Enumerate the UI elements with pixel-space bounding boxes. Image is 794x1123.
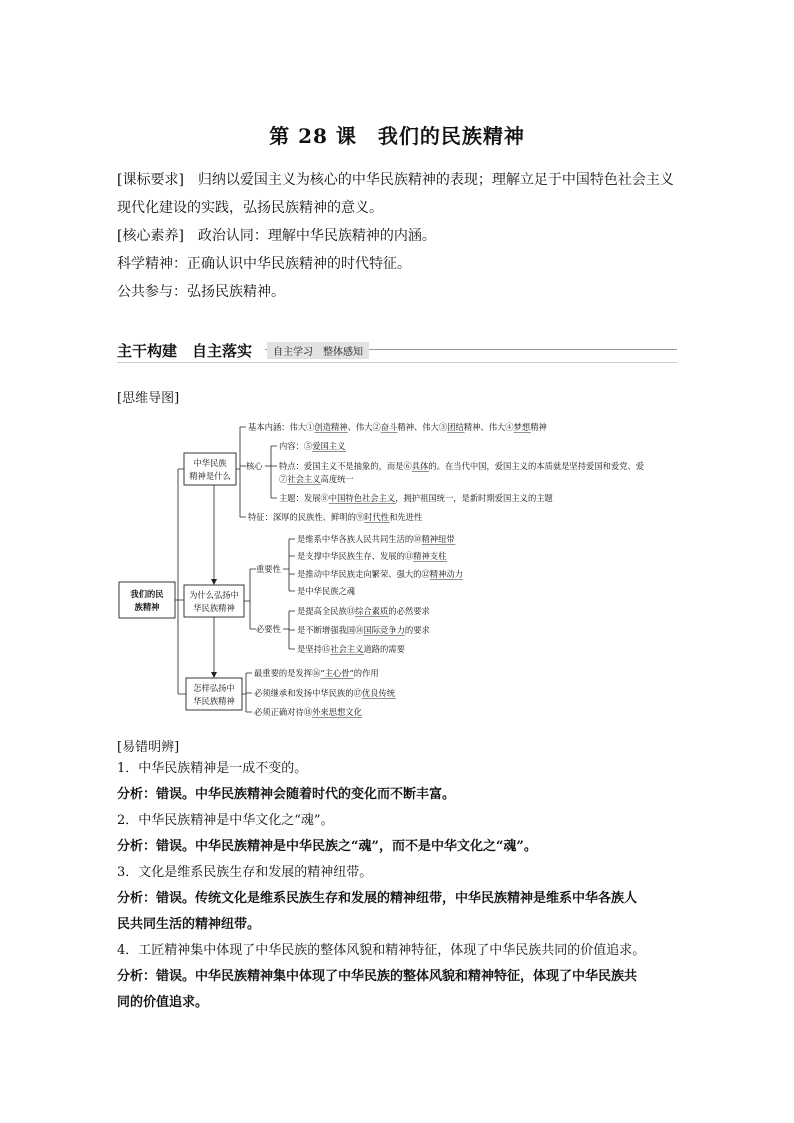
mindmap-root-box (119, 582, 175, 618)
mindmap-root-label: 族精神 (134, 602, 160, 612)
core-label: 核心 (246, 461, 263, 471)
answer-blank: 时代性 (364, 512, 390, 522)
mindmap-text: 内容：⑤ (279, 441, 313, 451)
error-question: 1．中华民族精神是一成不变的。 (117, 761, 308, 776)
mindmap-text: 主题：发展⑧ (279, 493, 329, 503)
importance-item (297, 534, 455, 544)
mindmap-text: ，拥护祖国统一，是新时期爱国主义的主题 (395, 493, 553, 503)
error-analysis: 分析：错误。传统文化是维系民族生存和发展的精神纽带，中华民族精神是维系中华各族人 (117, 891, 638, 906)
core-theme-text (279, 493, 554, 504)
mindmap-text: 特征：深厚的民族性、鲜明的⑨ (248, 512, 365, 522)
answer-blank: 综合素质 (355, 606, 389, 616)
core-feature-text (279, 461, 644, 472)
necessity-label: 必要性 (256, 624, 281, 634)
mindmap-text: 的必然要求 (388, 606, 430, 616)
answer-blank: 精神纽带 (421, 534, 455, 544)
error-analysis: 民共同生活的精神纽带。 (117, 917, 261, 932)
core-content-text (279, 441, 346, 451)
feature-text (248, 512, 423, 522)
mindmap-text: 和先进性 (389, 512, 423, 522)
intro-line: [课标要求] 归纳以爱国主义为核心的中华民族精神的表现；理解立足于中国特色社会主义 (117, 172, 674, 188)
answer-blank: 中国特色社会主义 (328, 493, 396, 503)
mindmap-text: 精神、伟大③ (397, 422, 448, 432)
mindmap-text: 基本内涵：伟大① (248, 422, 315, 432)
necessity-item (297, 644, 406, 654)
importance-item (297, 586, 356, 596)
answer-blank: 外来思想文化 (312, 707, 362, 717)
mindmap-text: 、伟大② (347, 422, 381, 432)
mindmap-text: 是中华民族之魂 (297, 586, 356, 596)
intro-line: 公共参与：弘扬民族精神。 (117, 284, 285, 300)
answer-blank: 精神动力 (429, 569, 463, 579)
what-bracket (236, 427, 246, 517)
errors-label: [易错明辨] (117, 740, 180, 755)
branch-how-label: 华民族精神 (193, 696, 235, 706)
answer-blank: “主心骨” (320, 668, 354, 678)
error-question: 3．文化是维系民族生存和发展的精神纽带。 (117, 865, 373, 880)
importance-item (297, 551, 447, 561)
page-title: 第 28 课 我们的民族精神 (269, 124, 525, 148)
how-item (254, 707, 362, 717)
answer-blank: 国际竞争力 (363, 625, 405, 635)
branch-what-label: 精神是什么 (189, 471, 231, 481)
core-feature-text (279, 474, 354, 484)
answer-blank: 奋斗 (380, 422, 398, 432)
how-bracket (242, 673, 252, 712)
error-analysis: 分析：错误。中华民族精神集中体现了中华民族的整体风貌和精神特征，体现了中华民族共 (117, 969, 638, 984)
errors-list (117, 756, 712, 1016)
importance-label: 重要性 (256, 564, 281, 574)
mindmap-text: 必须继承和发扬中华民族的⑰ (254, 688, 362, 698)
answer-blank: 创造精神 (314, 422, 348, 432)
importance-bracket (283, 539, 295, 591)
mindmap-text: 是推动中华民族走向繁荣、强大的⑫ (297, 569, 430, 579)
intro-line: 现代化建设的实践，弘扬民族精神的意义。 (117, 200, 383, 216)
section-title: 主干构建 自主落实 (117, 342, 253, 360)
mindmap-text: 的。在当代中国，爱国主义的本质就是坚持爱国和爱党、爱 (428, 461, 645, 471)
basic-content-text (248, 422, 547, 432)
mindmap-text: 的要求 (404, 625, 430, 635)
error-analysis: 同的价值追求。 (117, 995, 209, 1010)
core-bracket (265, 446, 277, 498)
answer-blank: 社会主义 (287, 474, 321, 484)
flow-arrow-head (211, 579, 217, 585)
necessity-bracket (283, 611, 295, 649)
mindmap-text: 高度统一 (320, 474, 354, 484)
answer-blank: 团结 (447, 422, 464, 432)
flow-arrow-head (211, 672, 217, 678)
mindmap-text: 精神 (530, 422, 547, 432)
how-item (254, 688, 396, 698)
importance-item (297, 569, 463, 579)
intro-line: 科学精神：正确认识中华民族精神的时代特征。 (117, 256, 411, 272)
why-bracket (244, 569, 256, 629)
mindmap-text: 必须正确对待⑱ (254, 707, 313, 717)
error-question: 4．工匠精神集中体现了中华民族的整体风貌和精神特征，体现了中华民族共同的价值追求。 (117, 943, 646, 958)
necessity-item (297, 606, 430, 616)
mindmap-root-label: 我们的民 (130, 589, 164, 599)
error-analysis: 分析：错误。中华民族精神是中华民族之“魂”，而不是中华文化之“魂”。 (117, 839, 537, 854)
root-connector (175, 469, 186, 694)
mindmap-text: 是支撑中华民族生存、发展的⑪ (297, 551, 414, 561)
mindmap-text: 道路的需要 (363, 644, 405, 654)
error-analysis: 分析：错误。中华民族精神会随着时代的变化而不断丰富。 (117, 787, 456, 802)
answer-blank: 优良传统 (361, 688, 396, 698)
necessity-item (297, 625, 430, 635)
intro-line: [核心素养] 政治认同：理解中华民族精神的内涵。 (117, 228, 436, 244)
mindmap-text: 是提高全民族⑬ (297, 606, 356, 616)
mindmap-text: 是不断增强我国⑭ (297, 625, 364, 635)
error-question: 2．中华民族精神是中华文化之“魂”。 (117, 813, 334, 828)
mindmap-text: 最重要的是发挥⑯ (254, 668, 321, 678)
mindmap-label: [思维导图] (117, 391, 180, 406)
mindmap-text: ⑦ (279, 474, 288, 484)
branch-why-label: 为什么弘扬中 (189, 590, 239, 600)
mindmap-text: 的作用 (353, 668, 379, 678)
mindmap-text: 是维系中华各族人民共同生活的⑩ (297, 534, 422, 544)
branch-how-label: 怎样弘扬中 (193, 683, 235, 693)
answer-blank: 具体 (411, 461, 429, 471)
mindmap-text: 精神、伟大④ (463, 422, 514, 432)
answer-blank: 精神支柱 (413, 551, 447, 561)
how-item (254, 668, 379, 678)
branch-what-label: 中华民族 (193, 458, 227, 468)
answer-blank: 梦想 (513, 422, 531, 432)
mindmap-text: 是坚持⑮ (297, 644, 331, 654)
mindmap-text: 特点：爱国主义不是抽象的，而是⑥ (279, 461, 412, 471)
section-tag: 自主学习 整体感知 (267, 342, 369, 359)
answer-blank: 爱国主义 (312, 441, 346, 451)
answer-blank: 社会主义 (330, 644, 364, 654)
branch-why-label: 华民族精神 (193, 603, 235, 613)
